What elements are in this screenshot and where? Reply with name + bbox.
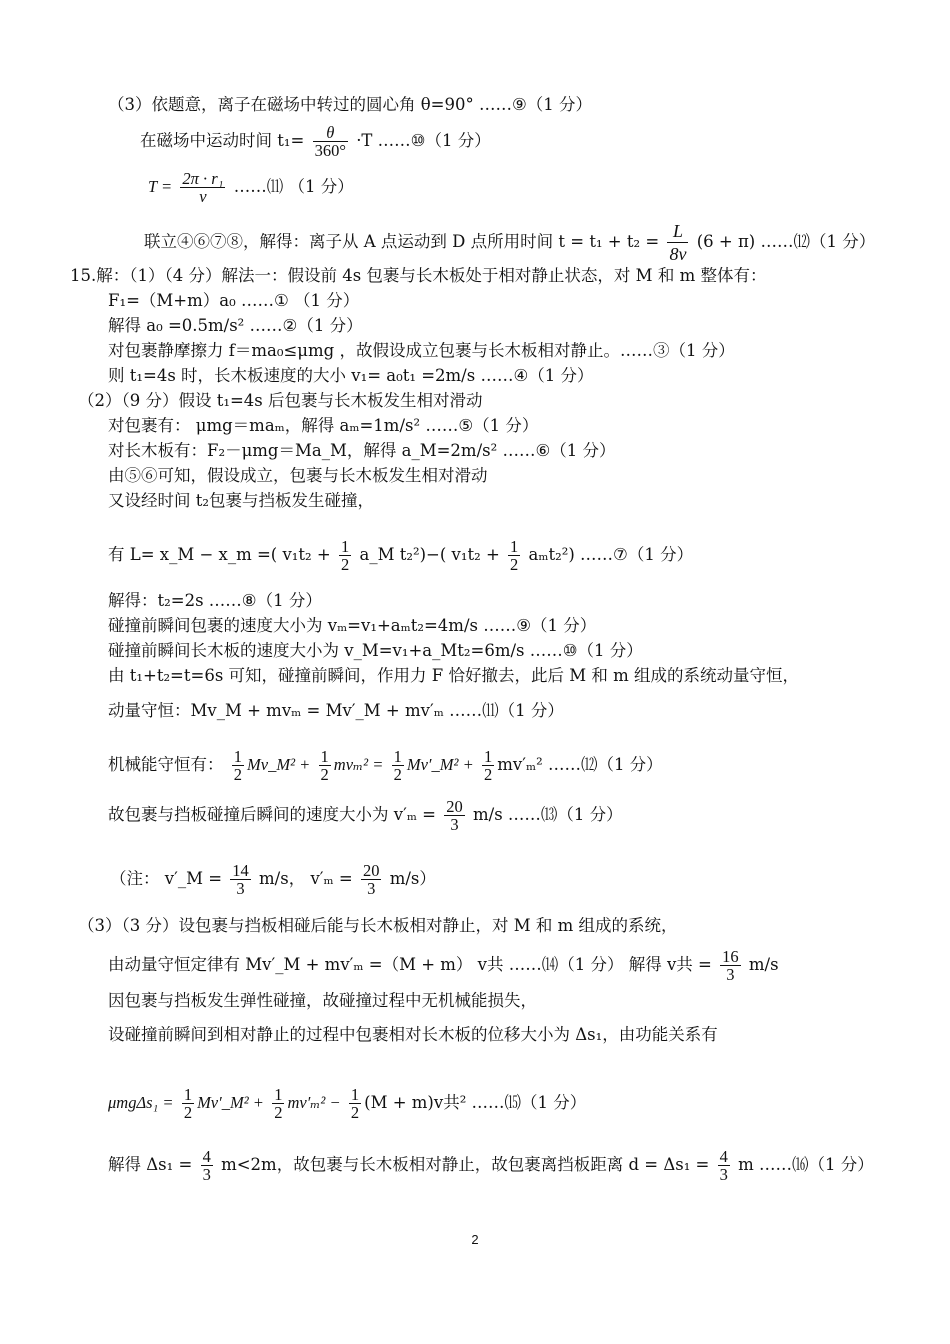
numerator: 1	[510, 537, 519, 556]
text: m/s， v′ₘ =	[259, 869, 353, 888]
page-number: 2	[471, 1232, 479, 1247]
q15-2-line9: 由 t₁+t₂=t=6s 可知，碰撞前瞬间，作用力 F 恰好撤去，此后 M 和 m 组成的系统动量守恒，	[108, 666, 800, 685]
fraction	[230, 862, 251, 897]
denominator: 3	[367, 879, 376, 898]
q15-2-line8: 碰撞前瞬间长木板的速度大小为 v_M=v₁+a_Mt₂=6m/s ……⑩（1 分）	[108, 641, 643, 660]
text: 联立④⑥⑦⑧，解得：离子从 A 点运动到 D 点所用时间 t = t₁ + t₂ =	[144, 232, 660, 251]
denominator: v	[199, 187, 207, 206]
denominator: 2	[183, 1103, 193, 1122]
q15-3-line5-result	[108, 1148, 874, 1183]
fraction-half	[319, 748, 331, 783]
fraction-half	[339, 538, 351, 573]
q15-2-line1: 对包裹有： μmg＝maₘ，解得 aₘ=1m/s² ……⑤（1 分）	[108, 416, 539, 435]
fraction	[201, 1148, 213, 1183]
numerator: 4	[202, 1147, 211, 1166]
numerator: 1	[320, 747, 329, 766]
denominator: 3	[450, 815, 459, 834]
numerator: 1	[183, 1085, 193, 1104]
numerator: L	[667, 220, 688, 243]
q15-1-line1: F₁=（M+m）a₀ ……① （1 分）	[108, 291, 360, 310]
fraction-half	[272, 1086, 284, 1121]
numerator: 1	[484, 747, 493, 766]
denominator: 2	[341, 555, 350, 574]
denominator: 2	[274, 1103, 283, 1122]
text: 在磁场中运动时间 t₁=	[140, 131, 305, 150]
denominator: 3	[236, 879, 245, 898]
q15-3-line2: 因包裹与挡板发生弹性碰撞，故碰撞过程中无机械能损失，	[108, 991, 537, 1010]
text: 机械能守恒有：	[108, 755, 224, 774]
numerator: 16	[722, 947, 739, 966]
numerator: θ	[313, 124, 348, 142]
text: aₘt₂²) ……⑦（1 分）	[528, 545, 694, 564]
numerator: 1	[350, 1085, 360, 1104]
fraction-half	[232, 748, 244, 783]
q14-3-line-angle: （3）依题意，离子在磁场中转过的圆心角 θ=90° ……⑨（1 分）	[108, 95, 593, 114]
text: Mv′_M² +	[197, 1093, 264, 1112]
fraction	[720, 948, 741, 983]
denominator: 8v	[669, 244, 687, 264]
text: m/s）	[389, 869, 436, 888]
text: m/s	[748, 955, 779, 974]
q15-header: 15.解：（1）（4 分）解法一：假设前 4s 包裹与长木板处于相对静止状态，对 M 和 m 整体有：	[70, 266, 767, 285]
numerator: 14	[232, 861, 249, 880]
denominator: 2	[393, 765, 402, 784]
q15-3-header: （3）（3 分）设包裹与挡板相碰后能与长木板相对静止，对 M 和 m 组成的系统，	[78, 916, 678, 935]
q15-2-header: （2）（9 分）假设 t₁=4s 后包裹与长木板发生相对滑动	[78, 391, 483, 410]
q15-1-line2: 解得 a₀ =0.5m/s² ……②（1 分）	[108, 316, 363, 335]
text: 有 L= x_M − x_m =( v₁t₂ +	[108, 545, 331, 564]
denominator: 2	[510, 555, 519, 574]
q15-1-line3: 对包裹静摩擦力 f＝ma₀≤μmg ，故假设成立包裹与长木板相对静止。……③（1 分）	[108, 341, 735, 360]
q15-2-line4: 又设经时间 t₂包裹与挡板发生碰撞，	[108, 491, 374, 510]
text: (6 + π) ……⑿（1 分）	[696, 232, 876, 251]
denominator: 2	[484, 765, 493, 784]
text: ……⑾ （1 分）	[233, 177, 354, 196]
denominator: 3	[726, 965, 735, 984]
q15-2-line3: 由⑤⑥可知，假设成立，包裹与长木板发生相对滑动	[108, 466, 488, 485]
numerator: 4	[719, 1147, 728, 1166]
q14-3-line-result	[144, 220, 875, 265]
numerator: 20	[446, 797, 463, 816]
q15-1-line4: 则 t₁=4s 时，长木板速度的大小 v₁= a₀t₁ =2m/s ……④（1 分）	[108, 366, 594, 385]
q15-2-note	[110, 862, 436, 897]
q15-2-line10-momentum: 动量守恒：Mv_M + mvₘ = Mv′_M + mv′ₘ ……⑾（1 分）	[108, 701, 564, 720]
q15-2-line7: 碰撞前瞬间包裹的速度大小为 vₘ=v₁+aₘt₂=4m/s ……⑨（1 分）	[108, 616, 597, 635]
numerator: 1	[393, 747, 402, 766]
denominator: 3	[202, 1165, 211, 1184]
numerator: 1	[274, 1085, 283, 1104]
denominator: 2	[233, 765, 242, 784]
fraction-half	[349, 1086, 361, 1121]
text: 解得 Δs₁ =	[108, 1155, 193, 1174]
q15-2-line11-energy	[108, 748, 663, 783]
q15-2-line5-displacement	[108, 538, 693, 573]
fraction	[718, 1148, 730, 1183]
text: （注： v′_M =	[110, 869, 223, 888]
text: mvₘ² =	[333, 755, 384, 774]
text: ·T ……⑩（1 分）	[356, 131, 491, 150]
q15-3-line4-work-energy	[108, 1086, 586, 1121]
q14-3-line-period	[148, 170, 354, 205]
text: m ……⒃（1 分）	[738, 1155, 874, 1174]
denominator: 2	[350, 1103, 360, 1122]
numerator: 1	[233, 747, 242, 766]
fraction-half	[182, 1086, 194, 1121]
text: Mv′_M² +	[406, 755, 474, 774]
fraction	[667, 220, 688, 265]
q15-3-line1	[108, 948, 779, 983]
text: Mv_M² +	[247, 755, 311, 774]
numerator: 20	[362, 861, 380, 880]
text: m<2m，故包裹与长木板相对静止，故包裹离挡板距离 d = Δs₁ =	[221, 1155, 710, 1174]
q15-2-line12-velocity	[108, 798, 623, 833]
numerator: 2π · r₁	[182, 169, 224, 188]
q15-2-line2: 对长木板有：F₂－μmg＝Ma_M，解得 a_M=2m/s² ……⑥（1 分）	[108, 441, 616, 460]
fraction	[444, 798, 465, 833]
q15-2-line6: 解得：t₂=2s ……⑧（1 分）	[108, 591, 322, 610]
fraction-half	[508, 538, 520, 573]
text: 故包裹与挡板碰撞后瞬间的速度大小为 v′ₘ =	[108, 805, 437, 824]
text: (M + m)v共² ……⒂（1 分）	[364, 1093, 587, 1112]
text: 由动量守恒定律有 Mv′_M + mv′ₘ =（M + m） v共 ……⒁（1 分） 解得 v共 =	[108, 955, 712, 974]
denominator: 3	[719, 1165, 728, 1184]
text: μmgΔs₁ =	[108, 1093, 174, 1112]
text: mv′ₘ² ……⑿（1 分）	[497, 755, 663, 774]
fraction	[180, 170, 225, 205]
text: T =	[148, 177, 173, 196]
text: mv′ₘ² −	[287, 1093, 341, 1112]
numerator: 1	[341, 537, 350, 556]
denominator: 360°	[314, 141, 346, 160]
text: m/s ……⒀（1 分）	[473, 805, 623, 824]
fraction	[361, 862, 382, 897]
denominator: 2	[320, 765, 329, 784]
fraction	[313, 124, 348, 159]
q14-3-line-time	[140, 124, 491, 159]
fraction-half	[482, 748, 494, 783]
text: a_M t₂²)−( v₁t₂ +	[359, 545, 500, 564]
q15-3-line3: 设碰撞前瞬间到相对静止的过程中包裹相对长木板的位移大小为 Δs₁，由功能关系有	[108, 1025, 718, 1044]
fraction-half	[392, 748, 404, 783]
